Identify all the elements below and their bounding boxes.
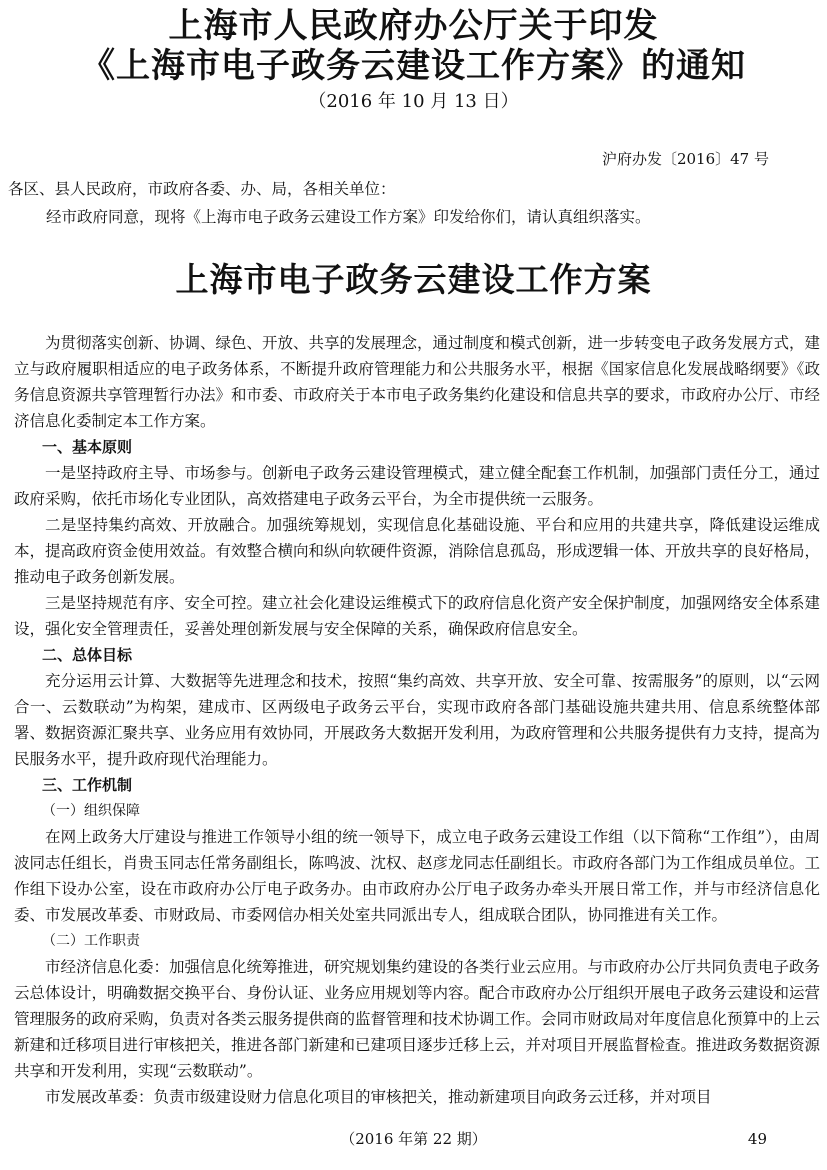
body-paragraph: 一是坚持政府主导、市场参与。创新电子政务云建设管理模式，建立健全配套工作机制，加强部门责任分工，通过政府采购，依托市场化专业团队，高效搭建电子政务云平台，为全市提供统一云服务。 bbox=[14, 464, 821, 508]
issue-number: （2016 年第 22 期） bbox=[340, 1130, 487, 1148]
body-paragraph: 市经济信息化委：加强信息化统筹推进，研究规划集约建设的各类行业云应用。与市政府办公厅共同负责电子政务云总体设计，明确数据交换平台、身份认证、业务应用规划等内容。配合市政府办公厅组织开展电子政务云建设和运营管理服务的政府采购，负责对各类云服务提供商的监督管理和技术协调工作。会同市财政局对年度信息化预算中的上云新建和迁移项目进行审核把关，推进各部门新建和已建项目逐步迁移上云，并对项目开展监督检查。推进政务数据资源共享和开发利用，实现“云数联动”。 bbox=[14, 958, 821, 1080]
subsection-heading: （一）组织保障 bbox=[42, 803, 140, 819]
notice-title-line2: 《上海市电子政务云建设工作方案》的通知 bbox=[81, 46, 746, 86]
body-paragraph: 二是坚持集约高效、开放融合。加强统筹规划，实现信息化基础设施、平台和应用的共建共享，降低建设运维成本，提高政府资金使用效益。有效整合横向和纵向软硬件资源，消除信息孤岛，形成逻辑一体、开放共享的良好格局，推动电子政务创新发展。 bbox=[14, 516, 821, 586]
body-paragraph: 市发展改革委：负责市级建设财力信息化项目的审核把关，推动新建项目向政务云迁移，并对项目 bbox=[45, 1088, 712, 1106]
body-paragraph: 充分运用云计算、大数据等先进理念和技术，按照“集约高效、共享开放、安全可靠、按需服务”的原则，以“云网合一、云数联动”为构架，建成市、区两级电子政务云平台，实现市政府各部门基础设施共建共用、信息系统整体部署、数据资源汇聚共享、业务应用有效协同，开展政务大数据开发利用，为政府管理和公共服务提供有力支持，提高为民服务水平，提升政府现代治理能力。 bbox=[14, 672, 821, 768]
page-number: 49 bbox=[747, 1130, 767, 1148]
body-paragraph: 三是坚持规范有序、安全可控。建立社会化建设运维模式下的政府信息化资产安全保护制度，加强网络安全体系建设，强化安全管理责任，妥善处理创新发展与安全保障的关系，确保政府信息安全。 bbox=[14, 594, 821, 638]
notice-body: 经市政府同意，现将《上海市电子政务云建设工作方案》印发给你们，请认真组织落实。 bbox=[46, 208, 651, 226]
notice-title-line1: 上海市人民政府办公厅关于印发 bbox=[168, 6, 659, 46]
intro-paragraph: 为贯彻落实创新、协调、绿色、开放、共享的发展理念，通过制度和模式创新，进一步转变电子政务发展方式，建立与政府履职相适应的电子政务体系，不断提升政府管理能力和公共服务水平，根据《国家信息化发展战略纲要》《政务信息资源共享管理暂行办法》和市委、市政府关于本市电子政务集约化建设和信息共享的要求，市政府办公厅、市经济信息化委制定本工作方案。 bbox=[14, 334, 821, 430]
section-heading: 一、基本原则 bbox=[42, 438, 133, 456]
section-heading: 三、工作机制 bbox=[42, 776, 133, 794]
plan-title: 上海市电子政务云建设工作方案 bbox=[175, 260, 652, 299]
section-heading: 二、总体目标 bbox=[42, 646, 133, 664]
notice-date: （2016 年 10 月 13 日） bbox=[308, 91, 519, 112]
subsection-heading: （二）工作职责 bbox=[42, 933, 140, 949]
addressee: 各区、县人民政府，市政府各委、办、局，各相关单位： bbox=[8, 180, 396, 198]
plan-body bbox=[14, 330, 820, 1110]
document-number: 沪府办发〔2016〕47 号 bbox=[601, 150, 769, 168]
body-paragraph: 在网上政务大厅建设与推进工作领导小组的统一领导下，成立电子政务云建设工作组（以下简称“工作组”），由周波同志任组长，肖贵玉同志任常务副组长，陈鸣波、沈权、赵彦龙同志任副组长。市政府各部门为工作组成员单位。工作组下设办公室，设在市政府办公厅电子政务办。由市政府办公厅电子政务办牵头开展日常工作，并与市经济信息化委、市发展改革委、市财政局、市委网信办相关处室共同派出专人，组成联合团队，协同推进有关工作。 bbox=[14, 828, 821, 924]
